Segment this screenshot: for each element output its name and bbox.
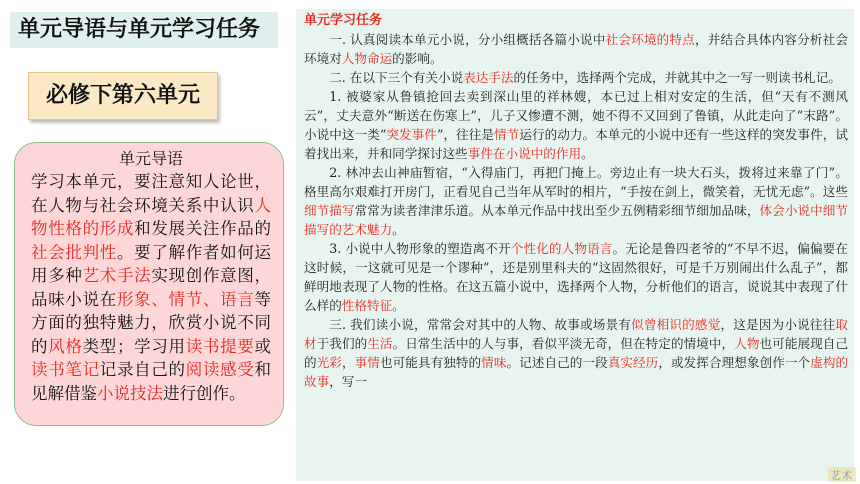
text-run: 。: [581, 146, 594, 161]
highlight-text: 人物命运: [341, 51, 393, 66]
highlight-text: 表达手法: [463, 70, 514, 85]
highlight-text: 阅读感受: [185, 360, 255, 379]
highlight-text: 似曾相识的感觉: [631, 317, 721, 332]
highlight-text: 个性化的人物语言: [510, 241, 613, 256]
highlight-text: 真实经历: [607, 355, 659, 370]
unit-guide-body: [31, 170, 271, 405]
text-run: 1. 被婆家从鲁镇抢回去卖到深山里的祥林嫂，本已过上相对安定的生活，但“天有不测风云”，丈夫意外“断送在伤寒上”，儿子又惨遭不测，她不得不又回到了鲁镇，从此走向了“末路”。小说中这一类“: [304, 89, 848, 142]
text-run: 和发展关注作品的: [134, 219, 272, 238]
highlight-text: 艺术手法: [82, 266, 152, 285]
highlight-text: 情节: [494, 127, 520, 142]
highlight-text: 人物: [734, 336, 760, 351]
highlight-text: 取材: [304, 317, 848, 351]
highlight-text: 生活: [367, 336, 393, 351]
text-run: 的任务中，选择两个完成，并就其中之一写一则读书札记。: [513, 70, 841, 85]
highlight-text: 形象、情节、语言: [116, 289, 255, 309]
text-run: 常常为读者津津乐道。从本单元作品中找出至少五例精彩细节细加品味，: [354, 203, 760, 218]
learning-tasks-body: [304, 30, 848, 391]
text-run: ”，往往是: [436, 127, 495, 142]
highlight-text: 突发事件: [386, 127, 437, 142]
highlight-text: 风格: [48, 336, 83, 356]
task-paragraph: [304, 30, 848, 68]
highlight-text: 读书提要: [185, 336, 255, 356]
learning-tasks-panel: [296, 9, 854, 481]
text-run: ，写一: [329, 374, 367, 389]
highlight-text: 人物性格的形成: [31, 195, 271, 238]
highlight-text: 读书笔记: [31, 360, 100, 379]
unit-guide-card: [14, 142, 284, 426]
text-run: 三. 我们读小说，常常会对其中的人物、故事或场景有: [329, 317, 632, 332]
text-run: ，或发挥合理想象创作一个: [658, 355, 811, 370]
slide-title: 单元导语与单元学习任务: [10, 12, 278, 48]
highlight-text: 社会批判性: [31, 242, 117, 262]
text-run: 运行的动力。本单元的小说中还有一些这样的突发事件，试着找出来，并和同学探讨这些: [304, 127, 849, 161]
highlight-text: 事件在小说中的作用: [467, 146, 582, 161]
learning-tasks-title: 单元学习任务: [304, 13, 383, 28]
text-run: 二. 在以下三个有关小说: [329, 70, 464, 85]
task-paragraph: [304, 315, 848, 391]
text-run: 学习本单元，要注意知人论世，在人物与社会环境关系中认识: [31, 172, 271, 215]
text-run: 或: [254, 336, 272, 356]
highlight-text: 事情: [354, 355, 380, 370]
text-run: 2. 林冲去山神庙暂宿，“入得庙门，再把门掩上。旁边止有一块大石头，拨将过来靠了门”。格里高尔艰难打开房门，正看见自己当年从军时的相片，“手按在剑上，微笑着，无忧无虑”。这些: [304, 165, 848, 199]
watermark-logo: 艺术: [828, 467, 856, 482]
text-run: 和见解借鉴: [31, 360, 272, 403]
highlight-text: 小说技法: [97, 383, 163, 403]
text-run: 也可能具有独特的: [379, 355, 482, 370]
text-run: 3. 小说中人物形象的塑造离不开: [329, 241, 511, 256]
unit-label: 必修下第六单元: [28, 72, 218, 120]
text-run: ，: [341, 355, 355, 370]
highlight-text: 虚构的故事: [304, 355, 849, 389]
text-run: ，并结合具体内容分析社会环境对: [304, 32, 849, 66]
text-run: 于我们的: [316, 336, 368, 351]
text-run: 。日常生活中的人与事，看似平淡无奇，但在特定的情境中，: [392, 336, 735, 351]
text-run: 。记述自己的一段: [506, 355, 608, 370]
highlight-text: 细节描写: [304, 203, 355, 218]
task-paragraph: [304, 239, 848, 315]
text-run: 也可能展现自己的: [304, 336, 849, 370]
text-run: ，这是因为小说往往: [720, 317, 836, 332]
text-run: 类型；学习用: [82, 336, 186, 356]
text-run: 一. 认真阅读本单元小说，分小组概括各篇小说中: [329, 32, 606, 47]
text-run: 。: [392, 298, 405, 313]
highlight-text: 情味: [481, 355, 507, 370]
task-paragraph: [304, 87, 848, 163]
highlight-text: 光彩: [316, 355, 342, 370]
text-run: 。要了解作者如何运用多种: [31, 242, 272, 285]
task-paragraph: [304, 68, 848, 87]
text-run: 进行创作。: [163, 383, 246, 403]
text-run: 等方面的独特魅力，欣赏小说不同的: [31, 289, 272, 356]
highlight-text: 性格特征: [341, 298, 393, 313]
unit-guide-title: 单元导语: [118, 149, 183, 168]
text-run: 的影响。: [392, 51, 443, 66]
text-run: 记录自己的: [99, 360, 186, 379]
text-run: 。: [392, 222, 405, 237]
text-run: 。无论是鲁四老爷的“不早不迟，偏偏要在这时候，一这就可见是一个谬种”，还是别里科夫的“这固然很好，可是千万别闹出什么乱子”，都鲜明地表现了人物的性格。在这五篇小说中，选择两个人物，分析他们的语言，说说其中表现了什么样的: [304, 241, 849, 313]
highlight-text: 体会小说中细节描写的艺术魅力: [304, 203, 849, 237]
task-paragraph: [304, 163, 848, 239]
highlight-text: 社会环境的特点: [605, 32, 695, 47]
text-run: 实现创作意图，品味小说在: [31, 266, 272, 309]
